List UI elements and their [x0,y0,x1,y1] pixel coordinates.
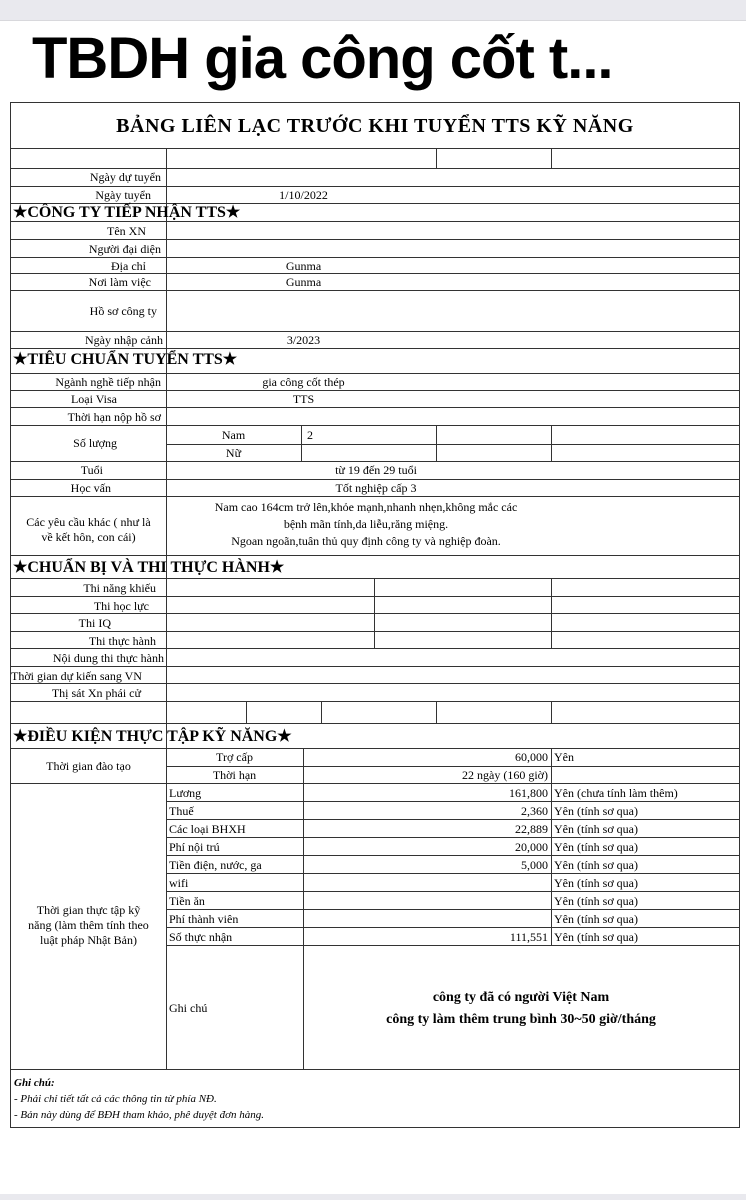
footer-note-1: - Phải chỉ tiết tất cả các thông tin từ phía NĐ. [14,1093,217,1105]
thoi-gian-ttkn-3: luật pháp Nhật Bản) [40,933,137,947]
salary-label: Phí thành viên [169,912,239,926]
salary-label: Tiền ăn [169,894,205,908]
nguoi-dai-dien-label: Người đại diện [88,242,161,256]
thoi-han-nop-label: Thời hạn nộp hồ sơ [67,410,161,424]
ghi-chu-line-1: công ty đã có người Việt Nam [432,990,610,1005]
salary-label: Số thực nhận [169,930,233,944]
footer-title: Ghi chú: [14,1077,55,1089]
thoi-han-value: 22 ngày (160 giờ) [462,768,548,782]
ho-so-label: Hồ sơ công ty [89,304,157,318]
salary-unit: Yên (tính sơ qua) [554,894,638,908]
thi-hoc-luc-label: Thi học lực [93,599,149,613]
salary-label: Tiền điện, nước, ga [169,858,262,872]
ngay-du-tuyen-label: Ngày dự tuyển [89,170,161,184]
so-luong-label: Số lượng [73,436,117,450]
yeu-cau-value-3: Ngoan ngoãn,tuân thủ quy định công ty và nghiệp đoàn. [231,534,501,548]
salary-value: 2,360 [521,804,548,818]
tro-cap-unit: Yên [554,750,574,764]
ngay-tuyen-value: 1/10/2022 [279,188,328,202]
form-heading: BẢNG LIÊN LẠC TRƯỚC KHI TUYỂN TTS KỸ NĂNG [116,115,634,137]
footer-note-2: - Bản này dùng để BĐH tham khảo, phê duyệt đơn hàng. [14,1109,264,1121]
salary-label: Lương [169,786,202,800]
thi-nang-khieu-label: Thi năng khiếu [83,581,156,595]
salary-label: Các loại BHXH [169,822,246,836]
ngay-nhap-canh-value: 3/2023 [286,333,321,347]
thoi-gian-ttkn-2: năng (làm thêm tính theo [28,918,149,932]
yeu-cau-label-2: về kết hôn, con cái) [41,530,136,544]
tro-cap-label: Trợ cấp [216,750,253,764]
salary-label: Phí nội trú [169,840,220,854]
thoi-gian-dao-tao-label: Thời gian đào tạo [46,759,131,773]
loai-visa-label: Loại Visa [70,392,117,406]
ngay-nhap-canh-label: Ngày nhập cảnh [85,333,163,347]
thi-sat-label: Thị sát Xn phái cử [51,686,141,700]
salary-unit: Yên (chưa tính làm thêm) [554,786,678,800]
nu-label: Nữ [225,446,242,460]
dia-chi-value: Gunma [285,259,322,273]
order-form-sheet [10,102,740,1128]
thoi-gian-sang-vn-label: Thời gian dự kiến sang VN [11,669,142,683]
salary-unit: Yên (tính sơ qua) [554,876,638,890]
nam-value: 2 [307,428,313,442]
tro-cap-value: 60,000 [515,750,548,764]
salary-value: 111,551 [509,930,548,944]
salary-unit: Yên (tính sơ qua) [554,822,638,836]
ghi-chu-label: Ghi chú [169,1001,208,1015]
salary-value: 20,000 [515,840,548,854]
salary-label: Thuế [169,804,194,818]
salary-label: wifi [169,876,189,890]
section-conditions: ★ĐIỀU KIỆN THỰC TẬP KỸ NĂNG★ [13,728,292,745]
salary-unit: Yên (tính sơ qua) [554,858,638,872]
hoc-van-value: Tốt nghiệp cấp 3 [335,481,417,495]
thoi-han-label: Thời hạn [212,768,257,782]
yeu-cau-label-1: Các yêu cầu khác ( như là [26,515,151,529]
noi-lam-viec-label: Nơi làm việc [88,275,151,289]
ten-xn-label: Tên XN [107,224,146,238]
nganh-nghe-value: gia công cốt thép [262,375,345,389]
section-exam: ★CHUẨN BỊ VÀ THI THỰC HÀNH★ [13,559,285,576]
salary-value: 22,889 [515,822,548,836]
ngay-tuyen-label: Ngày tuyển [95,188,151,202]
ghi-chu-line-2: công ty làm thêm trung bình 30~50 giờ/tháng [386,1012,656,1027]
yeu-cau-value-1: Nam cao 164cm trở lên,khỏe mạnh,nhanh nhẹn,không mắc các [214,500,518,514]
salary-unit: Yên (tính sơ qua) [554,930,638,944]
page-title: TBDH gia công cốt t... [32,26,613,91]
tuoi-label: Tuổi [80,463,103,477]
hoc-van-label: Học vấn [70,481,111,495]
bottom-bar [0,1194,746,1200]
salary-unit: Yên (tính sơ qua) [554,840,638,854]
thi-iq-label: Thi IQ [78,616,111,630]
thoi-gian-ttkn-1: Thời gian thực tập kỹ [36,903,141,917]
noi-dung-thi-label: Nội dung thi thực hành [52,651,164,665]
salary-unit: Yên (tính sơ qua) [554,912,638,926]
salary-value: 161,800 [509,786,548,800]
section-criteria: ★TIÊU CHUẨN TUYỂN TTS★ [13,351,238,368]
nganh-nghe-label: Ngành nghề tiếp nhận [55,375,161,389]
thi-thuc-hanh-label: Thi thực hành [88,634,156,648]
salary-unit: Yên (tính sơ qua) [554,804,638,818]
noi-lam-viec-value: Gunma [285,275,322,289]
tuoi-value: từ 19 đến 29 tuổi [335,463,417,477]
salary-value: 5,000 [521,858,548,872]
dia-chi-label: Địa chỉ [111,259,146,273]
loai-visa-value: TTS [292,392,315,406]
nam-label: Nam [221,428,246,442]
section-company: ★CÔNG TY TIẾP NHẬN TTS★ [13,204,241,221]
status-bar [0,0,746,21]
yeu-cau-value-2: bệnh mãn tính,da liễu,răng miệng. [283,517,449,531]
